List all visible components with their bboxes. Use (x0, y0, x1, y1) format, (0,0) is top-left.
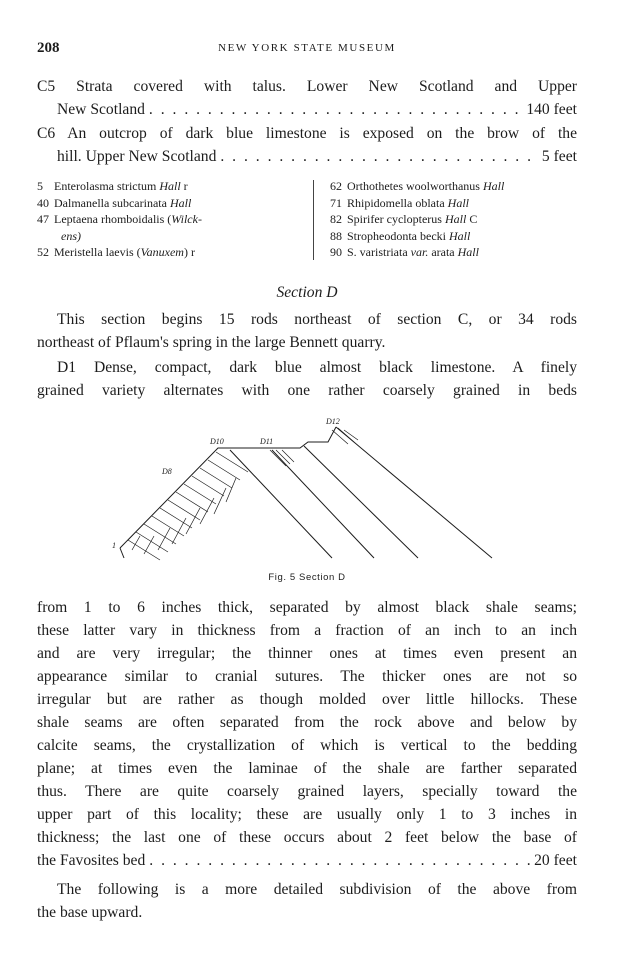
body-line: these latter vary in thickness from a fraction of an inch to an inch (37, 622, 577, 639)
d1-paragraph (37, 356, 577, 402)
favosites-thickness: 20 feet (534, 852, 577, 869)
fossil-entry: 47 Leptaena rhomboidalis (Wilck- (37, 212, 202, 226)
fossil-entry: 90 S. varistriata var. arata Hall (330, 245, 479, 259)
running-title: NEW YORK STATE MUSEUM (218, 42, 396, 54)
bedding-line (336, 427, 492, 558)
body-line: from 1 to 6 inches thick, separated by almost black shale seams; (37, 599, 577, 616)
label-d1: 1 (112, 541, 116, 550)
c5-line-2 (37, 98, 577, 121)
favosites-label: the Favosites bed (37, 852, 146, 869)
following-line-2: the base upward. (37, 904, 143, 921)
label-d8: D8 (162, 467, 172, 476)
body-line: upper part of this locality; these are usually only 1 to 3 inches in (37, 806, 577, 823)
intro-paragraph (37, 308, 577, 354)
fossil-entry: 88 Stropheodonta becki Hall (330, 228, 471, 243)
label-d11: D11 (260, 437, 274, 446)
fossil-entry: 52 Meristella laevis (Vanuxem) r (37, 245, 195, 259)
label-d10: D10 (210, 437, 224, 446)
body-line: calcite seams, the crystallization of which is vertical to the bedding (37, 737, 577, 754)
c6-thickness: 5 feet (541, 148, 577, 165)
d1-line-2: grained variety alternates with one rather coarsely grained in beds (37, 382, 577, 399)
c5-paragraph (37, 75, 577, 121)
body-line: thus. There are quite coarsely grained layers, specially toward the (37, 783, 577, 800)
dot-leader (220, 145, 538, 168)
body-line: shale seams are often separated from the rock above and below by (37, 714, 577, 731)
c5-label: New Scotland (57, 101, 145, 118)
c6-line-2 (37, 145, 577, 168)
fossil-entry: 5 Enterolasma strictum Hall r (37, 179, 188, 193)
fossil-entry: 62 Orthothetes woolworthanus Hall (330, 179, 505, 193)
dot-leader (149, 98, 522, 121)
fossil-entry: 40 Dalmanella subcarinata Hall (37, 195, 192, 210)
c6-line-1: C6 An outcrop of dark blue limestone is exposed on the brow of the (37, 125, 577, 142)
bedding-line (272, 450, 374, 558)
bedding-line (230, 450, 332, 558)
dot-leader (149, 849, 530, 872)
bedding-line (120, 548, 124, 558)
following-paragraph (37, 878, 577, 924)
fossil-entry: 82 Spirifer cyclopterus Hall C (330, 212, 478, 226)
body-paragraph (37, 596, 577, 872)
d1-line-1: D1 Dense, compact, dark blue almost black limestone. A finely (57, 359, 577, 376)
body-line: thickness; the last one of these occurs about 2 feet below the base of (37, 829, 577, 846)
column-divider (313, 180, 314, 260)
section-diagram (100, 410, 530, 580)
c5-line-1: C5 Strata covered with talus. Lower New Scotland and Upper (37, 78, 577, 95)
body-line: appearance similar to cranial sutures. The thicker ones are not so (37, 668, 577, 685)
c5-thickness: 140 feet (526, 101, 577, 118)
following-line-1: The following is a more detailed subdivision of the above from (57, 881, 577, 898)
body-line: plane; at times even the laminae of the shale are farther separated (37, 760, 577, 777)
favosites-line (37, 849, 577, 872)
body-line: and are very irregular; the thinner ones at times even present an (37, 645, 577, 662)
fossil-column-right (330, 178, 580, 261)
label-d12: D12 (326, 417, 340, 426)
c6-paragraph (37, 122, 577, 168)
page-number: 208 (37, 40, 60, 56)
running-head (37, 40, 577, 60)
c6-label: hill. Upper New Scotland (57, 148, 217, 165)
body-line: irregular but are rather as though molded over little hillocks. These (37, 691, 577, 708)
intro-line-1: This section begins 15 rods northeast of section C, or 34 rods (57, 311, 577, 328)
intro-line-2: northeast of Pflaum's spring in the large Bennett quarry. (37, 334, 386, 351)
section-heading: Section D (276, 284, 338, 301)
fossil-entry-continuation: ens) (61, 228, 81, 243)
strata-outline (120, 427, 492, 558)
ground-profile (120, 427, 336, 548)
fossil-entry: 71 Rhipidomella oblata Hall (330, 195, 469, 210)
figure-caption: Fig. 5 Section D (268, 572, 346, 583)
fossil-column-left (37, 178, 305, 261)
